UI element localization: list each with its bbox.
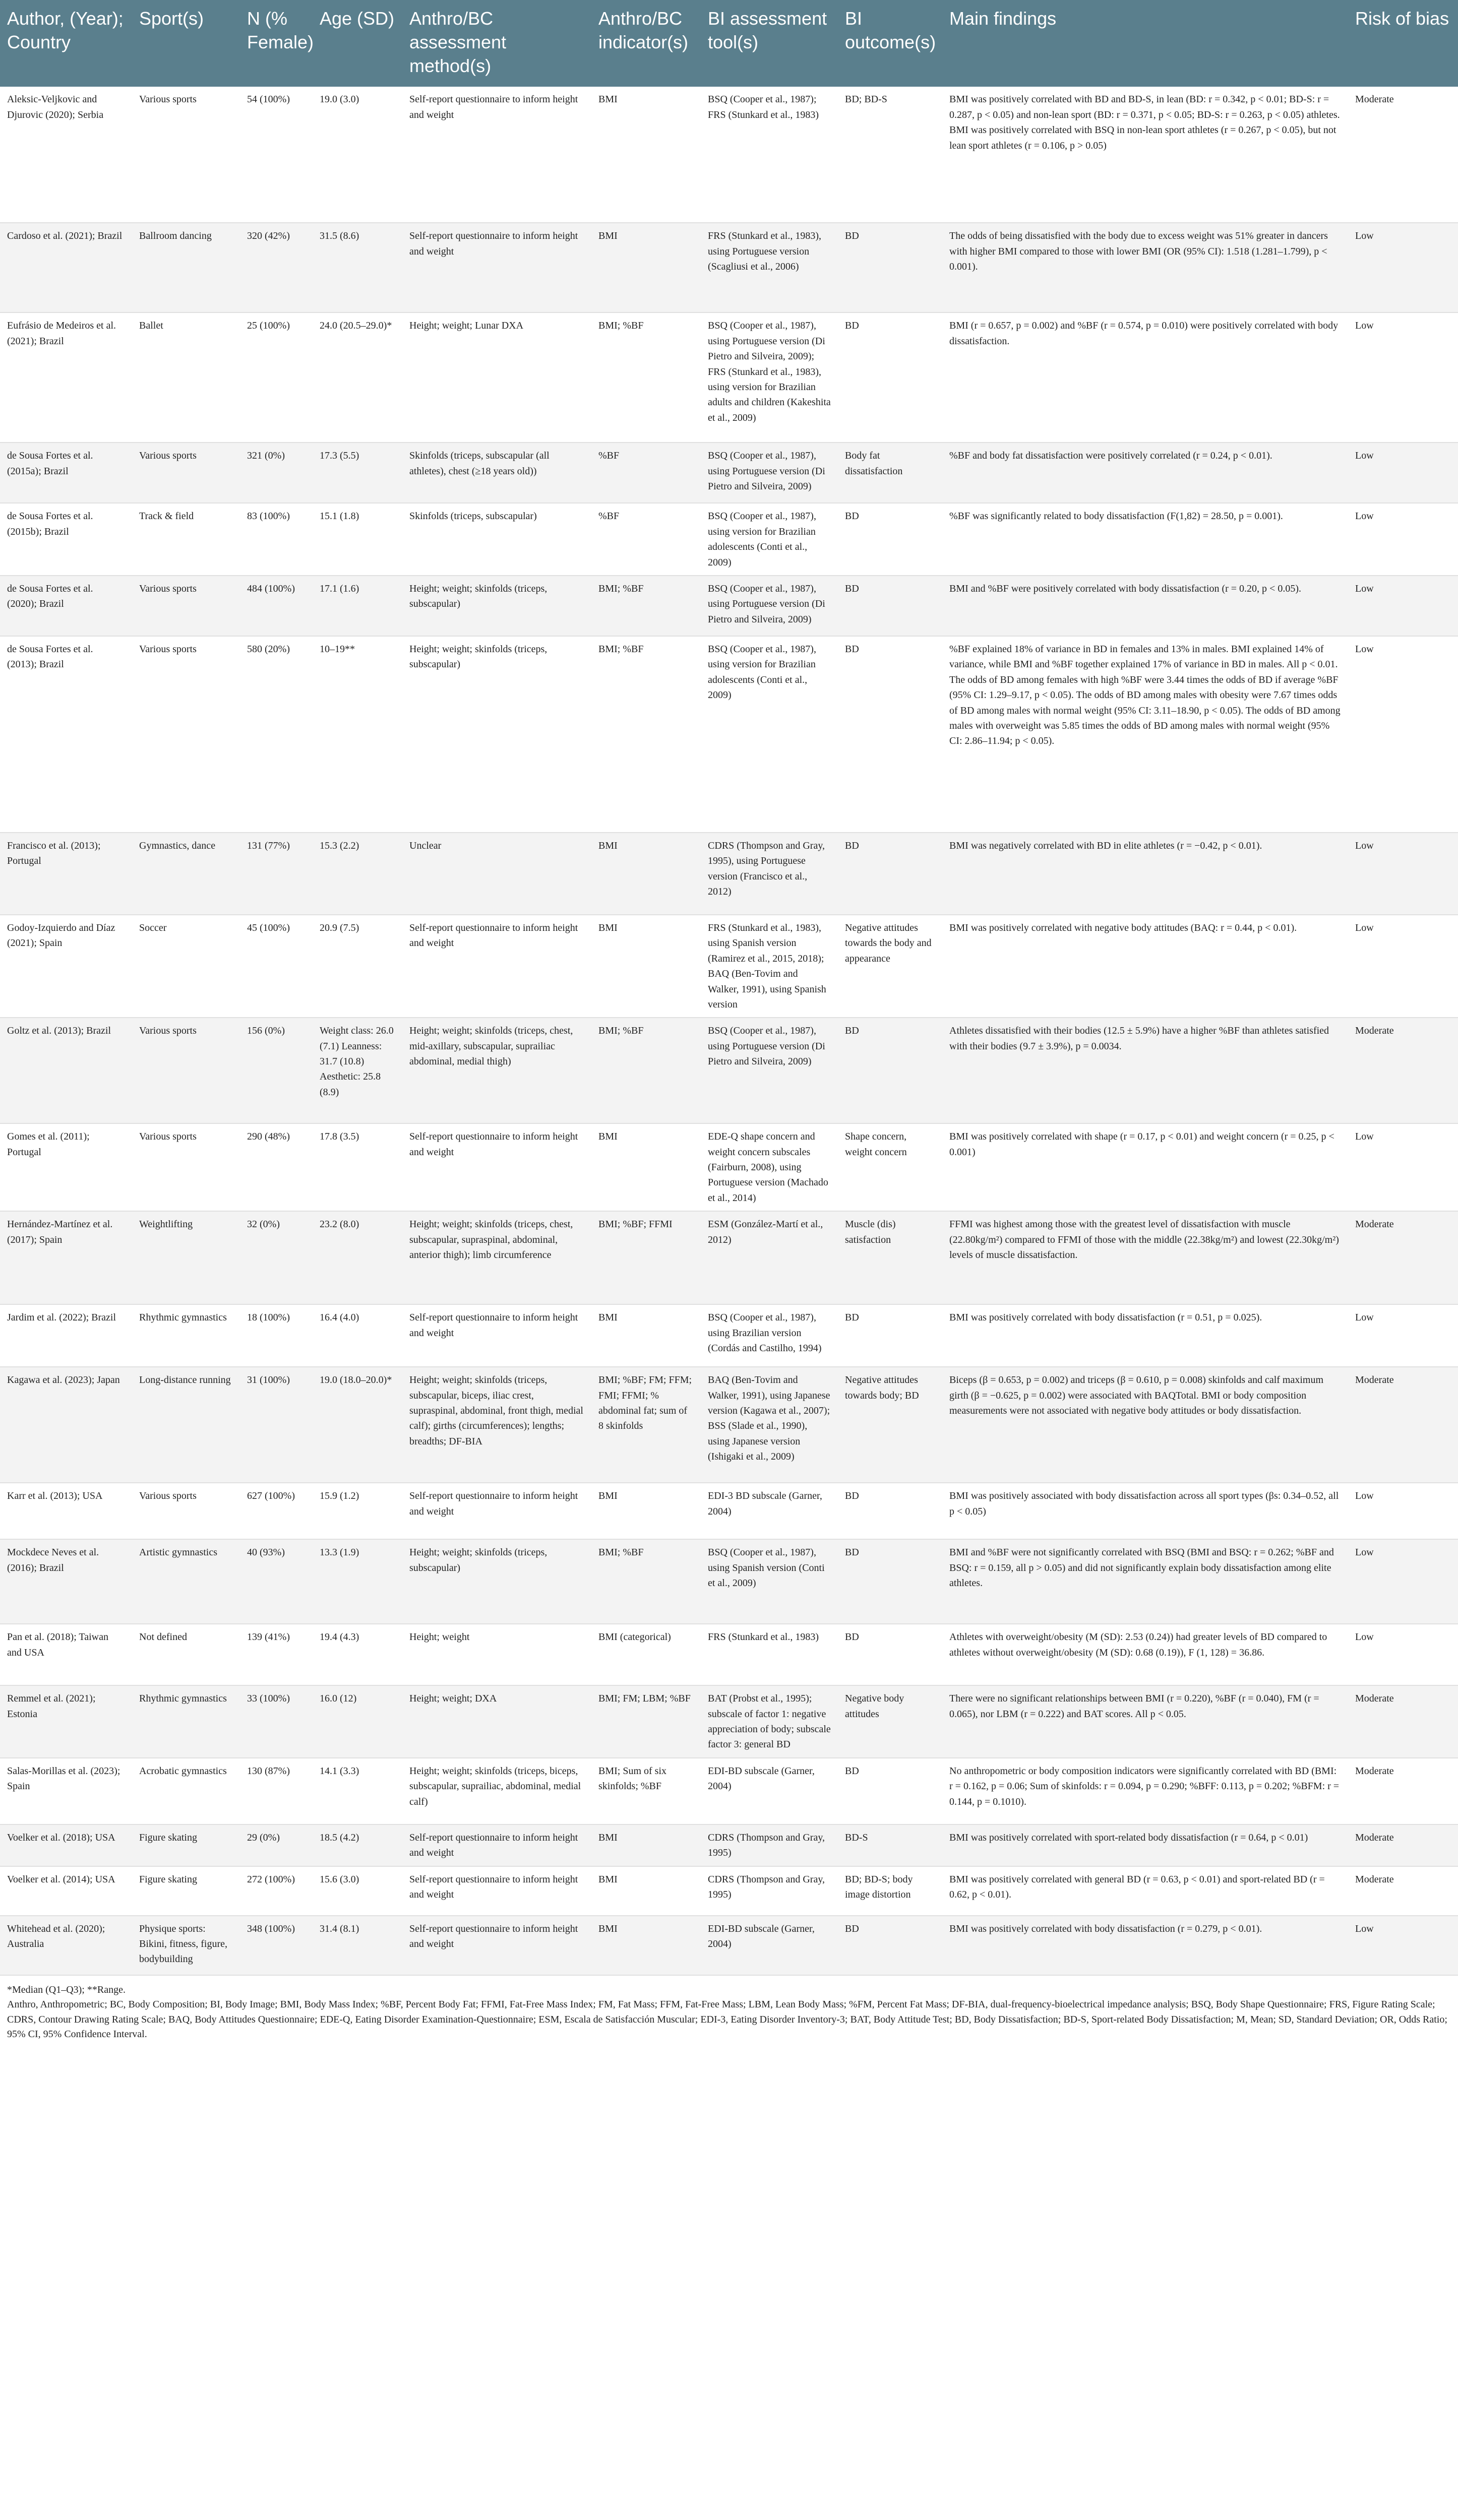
cell-author: de Sousa Fortes et al. (2015a); Brazil [0, 443, 132, 503]
cell-outcome: Negative body attitudes [838, 1685, 942, 1758]
footnote-abbreviations: Anthro, Anthropometric; BC, Body Composition; BI, Body Image; BMI, Body Mass Index; %BF, Percent Body Fat; FFMI, Fat-Free Mass Index; FM, Fat Mass; FFM, Fat-Free Mass; LBM, Lean Body Mass; %FM, Percent Fat Mass; DF-BIA, dual-frequency-bioelectrical impedance analysis; BSQ, Body Shape Questionnaire; FRS, Figure Rating Scale; CDRS, Contour Drawing Rating Scale; BAQ, Body Attitudes Questionnaire; EDE-Q, Eating Disorder Examination-Questionnaire; ESM, Escala de Satisfacción Muscular; EDI-3, Eating Disorder Inventory-3; BAT, Body Attitude Test; BD, Body Dissatisfaction; BD-S, Sport-related Body Dissatisfaction; M, Mean; SD, Standard Deviation; OR, Odds Ratio; 95% CI, 95% Confidence Interval. [7, 1999, 1447, 2040]
footnote-median: *Median (Q1–Q3); **Range. [7, 1984, 126, 1995]
cell-findings: BMI was positively correlated with BD and BD-S, in lean (BD: r = 0.342, p < 0.01; BD-S: r = 0.287, p < 0.05) and non-lean sport (BD: r = 0.371, p < 0.05; BD-S: r = 0.263, p < 0.05) athletes. BMI was positively correlated with BSQ in non-lean sport athletes (r = 0.267, p < 0.05), but not lean sport athletes (r = 0.106, p > 0.05) [942, 87, 1348, 223]
cell-tool: BSQ (Cooper et al., 1987), using Portuguese version (Di Pietro and Silveira, 2009) [701, 443, 838, 503]
cell-outcome: BD [838, 1304, 942, 1367]
cell-n: 18 (100%) [240, 1304, 313, 1367]
cell-tool: BSQ (Cooper et al., 1987), using version for Brazilian adolescents (Conti et al., 2009) [701, 503, 838, 576]
cell-age: 16.4 (4.0) [313, 1304, 402, 1367]
cell-method: Self-report questionnaire to inform height and weight [402, 1824, 591, 1866]
cell-outcome: BD [838, 312, 942, 443]
cell-risk: Low [1348, 503, 1458, 576]
cell-age: 17.1 (1.6) [313, 576, 402, 636]
cell-indicator: BMI; Sum of six skinfolds; %BF [591, 1758, 701, 1824]
cell-tool: BSQ (Cooper et al., 1987), using version for Brazilian adolescents (Conti et al., 2009) [701, 636, 838, 833]
cell-tool: FRS (Stunkard et al., 1983), using Portuguese version (Scagliusi et al., 2006) [701, 223, 838, 312]
cell-author: Salas-Morillas et al. (2023); Spain [0, 1758, 132, 1824]
cell-risk: Low [1348, 1539, 1458, 1624]
cell-n: 320 (42%) [240, 223, 313, 312]
header-findings: Main findings [942, 0, 1348, 87]
cell-author: Cardoso et al. (2021); Brazil [0, 223, 132, 312]
cell-sport: Soccer [132, 915, 240, 1018]
cell-method: Height; weight; Lunar DXA [402, 312, 591, 443]
cell-sport: Various sports [132, 576, 240, 636]
cell-sport: Not defined [132, 1624, 240, 1685]
cell-risk: Low [1348, 1483, 1458, 1539]
cell-method: Height; weight; DXA [402, 1685, 591, 1758]
cell-n: 321 (0%) [240, 443, 313, 503]
cell-method: Height; weight; skinfolds (triceps, subscapular) [402, 576, 591, 636]
table-header [0, 0, 1458, 87]
cell-age: 15.3 (2.2) [313, 833, 402, 915]
cell-risk: Moderate [1348, 1685, 1458, 1758]
cell-author: de Sousa Fortes et al. (2020); Brazil [0, 576, 132, 636]
cell-author: Voelker et al. (2014); USA [0, 1866, 132, 1916]
table-row [0, 576, 1458, 636]
cell-findings: The odds of being dissatisfied with the body due to excess weight was 51% greater in dancers with higher BMI compared to those with lower BMI (OR (95% CI): 1.518 (1.281–1.799), p < 0.001). [942, 223, 1348, 312]
cell-tool: CDRS (Thompson and Gray, 1995) [701, 1824, 838, 1866]
header-outcome: BI outcome(s) [838, 0, 942, 87]
table-footnotes [0, 1976, 1458, 2049]
cell-findings: Biceps (β = 0.653, p = 0.002) and triceps (β = 0.610, p = 0.008) skinfolds and calf maximum girth (β = −0.625, p = 0.002) were associated with BAQTotal. BMI or body composition measurements were not associated with negative body attitudes or body dissatisfaction. [942, 1367, 1348, 1483]
cell-indicator: BMI [591, 915, 701, 1018]
table-row [0, 443, 1458, 503]
cell-author: Francisco et al. (2013); Portugal [0, 833, 132, 915]
cell-findings: BMI was positively correlated with body dissatisfaction (r = 0.51, p = 0.025). [942, 1304, 1348, 1367]
cell-age: 24.0 (20.5–29.0)* [313, 312, 402, 443]
cell-sport: Various sports [132, 1018, 240, 1123]
cell-n: 627 (100%) [240, 1483, 313, 1539]
cell-indicator: BMI [591, 87, 701, 223]
table-row [0, 312, 1458, 443]
table-row [0, 1483, 1458, 1539]
cell-n: 580 (20%) [240, 636, 313, 833]
cell-age: 18.5 (4.2) [313, 1824, 402, 1866]
cell-risk: Moderate [1348, 1824, 1458, 1866]
table-row [0, 1539, 1458, 1624]
cell-tool: BSQ (Cooper et al., 1987), using Portuguese version (Di Pietro and Silveira, 2009) [701, 576, 838, 636]
cell-findings: BMI was positively correlated with body dissatisfaction (r = 0.279, p < 0.01). [942, 1916, 1348, 1975]
cell-outcome: BD [838, 1483, 942, 1539]
cell-outcome: BD [838, 1916, 942, 1975]
cell-sport: Rhythmic gymnastics [132, 1685, 240, 1758]
cell-n: 83 (100%) [240, 503, 313, 576]
cell-findings: BMI and %BF were positively correlated with body dissatisfaction (r = 0.20, p < 0.05). [942, 576, 1348, 636]
cell-method: Height; weight; skinfolds (triceps, chest, subscapular, supraspinal, abdominal, anterior thigh); limb circumference [402, 1211, 591, 1304]
cell-findings: BMI and %BF were not significantly correlated with BSQ (BMI and BSQ: r = 0.262; %BF and BSQ: r = 0.159, all p > 0.05) and did not significantly explain body dissatisfaction among elite athletes. [942, 1539, 1348, 1624]
cell-findings: BMI was positively correlated with negative body attitudes (BAQ: r = 0.44, p < 0.01). [942, 915, 1348, 1018]
cell-tool: BSQ (Cooper et al., 1987), using Portuguese version (Di Pietro and Silveira, 2009); FRS (Stunkard et al., 1983), using version for Brazilian adults and children (Kakeshita et al., 2009) [701, 312, 838, 443]
cell-sport: Acrobatic gymnastics [132, 1758, 240, 1824]
cell-sport: Various sports [132, 636, 240, 833]
cell-risk: Low [1348, 915, 1458, 1018]
cell-indicator: BMI; %BF [591, 1018, 701, 1123]
cell-risk: Low [1348, 636, 1458, 833]
cell-outcome: BD [838, 1758, 942, 1824]
cell-author: Karr et al. (2013); USA [0, 1483, 132, 1539]
header-author: Author, (Year); Country [0, 0, 132, 87]
cell-findings: %BF explained 18% of variance in BD in females and 13% in males. BMI explained 14% of variance, while BMI and %BF together explained 17% of variance in BD in males. All p < 0.01. The odds of BD among females with high %BF were 3.44 times the odds of BD if average %BF (95% CI: 1.29–9.17, p < 0.05). The odds of BD among males with obesity were 7.67 times odds of BD among males with normal weight (95% CI: 3.11–18.90, p < 0.05). The odds of BD among males with overweight was 5.85 times the odds of BD among males with normal weight (95% CI: 2.86–11.94; p < 0.05). [942, 636, 1348, 833]
table-row [0, 223, 1458, 312]
cell-age: 16.0 (12) [313, 1685, 402, 1758]
cell-method: Height; weight [402, 1624, 591, 1685]
cell-method: Height; weight; skinfolds (triceps, subscapular) [402, 636, 591, 833]
cell-findings: %BF was significantly related to body dissatisfaction (F(1,82) = 28.50, p = 0.001). [942, 503, 1348, 576]
cell-indicator: BMI (categorical) [591, 1624, 701, 1685]
cell-sport: Figure skating [132, 1824, 240, 1866]
table-row [0, 1018, 1458, 1123]
cell-n: 45 (100%) [240, 915, 313, 1018]
cell-outcome: Body fat dissatisfaction [838, 443, 942, 503]
cell-n: 272 (100%) [240, 1866, 313, 1916]
cell-method: Skinfolds (triceps, subscapular) [402, 503, 591, 576]
cell-age: 23.2 (8.0) [313, 1211, 402, 1304]
cell-n: 484 (100%) [240, 576, 313, 636]
cell-tool: EDI-3 BD subscale (Garner, 2004) [701, 1483, 838, 1539]
cell-indicator: BMI [591, 1916, 701, 1975]
cell-n: 32 (0%) [240, 1211, 313, 1304]
cell-indicator: BMI [591, 1483, 701, 1539]
cell-sport: Various sports [132, 443, 240, 503]
cell-sport: Figure skating [132, 1866, 240, 1916]
cell-findings: BMI was positively correlated with sport-related body dissatisfaction (r = 0.64, p < 0.01) [942, 1824, 1348, 1866]
cell-outcome: BD [838, 1018, 942, 1123]
table-row [0, 1367, 1458, 1483]
cell-risk: Moderate [1348, 1866, 1458, 1916]
cell-tool: BSQ (Cooper et al., 1987), using Brazilian version (Cordás and Castilho, 1994) [701, 1304, 838, 1367]
cell-outcome: Negative attitudes towards the body and appearance [838, 915, 942, 1018]
header-n: N (% Female) [240, 0, 313, 87]
cell-author: de Sousa Fortes et al. (2013); Brazil [0, 636, 132, 833]
cell-n: 130 (87%) [240, 1758, 313, 1824]
cell-indicator: BMI; %BF [591, 576, 701, 636]
cell-risk: Low [1348, 1624, 1458, 1685]
cell-tool: EDI-BD subscale (Garner, 2004) [701, 1758, 838, 1824]
cell-findings: No anthropometric or body composition indicators were significantly correlated with BD (BMI: r = 0.162, p = 0.06; Sum of skinfolds: r = 0.094, p = 0.290; %BFF: 0.113, p = 0.202; %BFM: r = 0.144, p = 0.1010). [942, 1758, 1348, 1824]
cell-age: 10–19** [313, 636, 402, 833]
cell-indicator: BMI [591, 833, 701, 915]
cell-method: Self-report questionnaire to inform height and weight [402, 1304, 591, 1367]
cell-age: 20.9 (7.5) [313, 915, 402, 1018]
cell-n: 40 (93%) [240, 1539, 313, 1624]
cell-tool: BSQ (Cooper et al., 1987); FRS (Stunkard et al., 1983) [701, 87, 838, 223]
cell-author: Mockdece Neves et al. (2016); Brazil [0, 1539, 132, 1624]
cell-method: Self-report questionnaire to inform height and weight [402, 87, 591, 223]
cell-risk: Low [1348, 1304, 1458, 1367]
cell-sport: Various sports [132, 1483, 240, 1539]
cell-age: 19.0 (3.0) [313, 87, 402, 223]
cell-indicator: BMI [591, 223, 701, 312]
cell-method: Height; weight; skinfolds (triceps, subscapular, biceps, iliac crest, supraspinal, abdominal, front thigh, medial calf); girths (circumferences); lengths; breadths; DF-BIA [402, 1367, 591, 1483]
cell-risk: Moderate [1348, 1367, 1458, 1483]
cell-outcome: BD [838, 636, 942, 833]
cell-risk: Low [1348, 1123, 1458, 1211]
cell-risk: Moderate [1348, 1758, 1458, 1824]
table-row [0, 1916, 1458, 1975]
cell-age: 17.3 (5.5) [313, 443, 402, 503]
cell-tool: BSQ (Cooper et al., 1987), using Spanish version (Conti et al., 2009) [701, 1539, 838, 1624]
cell-findings: There were no significant relationships between BMI (r = 0.220), %BF (r = 0.040), FM (r = 0.065), nor LBM (r = 0.222) and BAT scores. All p < 0.05. [942, 1685, 1348, 1758]
cell-n: 156 (0%) [240, 1018, 313, 1123]
cell-indicator: BMI [591, 1123, 701, 1211]
cell-author: Goltz et al. (2013); Brazil [0, 1018, 132, 1123]
table-row [0, 1685, 1458, 1758]
table-row [0, 833, 1458, 915]
cell-age: 17.8 (3.5) [313, 1123, 402, 1211]
cell-outcome: BD-S [838, 1824, 942, 1866]
cell-risk: Low [1348, 1916, 1458, 1975]
cell-author: Kagawa et al. (2023); Japan [0, 1367, 132, 1483]
table-row [0, 503, 1458, 576]
cell-method: Unclear [402, 833, 591, 915]
cell-sport: Artistic gymnastics [132, 1539, 240, 1624]
table-row [0, 1624, 1458, 1685]
cell-method: Self-report questionnaire to inform height and weight [402, 1123, 591, 1211]
cell-tool: CDRS (Thompson and Gray, 1995), using Portuguese version (Francisco et al., 2012) [701, 833, 838, 915]
cell-indicator: %BF [591, 503, 701, 576]
cell-sport: Physique sports: Bikini, fitness, figure, bodybuilding [132, 1916, 240, 1975]
cell-method: Self-report questionnaire to inform height and weight [402, 223, 591, 312]
cell-sport: Track & field [132, 503, 240, 576]
cell-tool: CDRS (Thompson and Gray, 1995) [701, 1866, 838, 1916]
header-method: Anthro/BC assessment method(s) [402, 0, 591, 87]
cell-age: 31.5 (8.6) [313, 223, 402, 312]
cell-findings: FFMI was highest among those with the greatest level of dissatisfaction with muscle (22.80kg/m²) compared to FFMI of those with the middle (22.38kg/m²) and lowest (22.30kg/m²) levels of muscle dissatisfaction. [942, 1211, 1348, 1304]
cell-findings: BMI was negatively correlated with BD in elite athletes (r = −0.42, p < 0.01). [942, 833, 1348, 915]
cell-n: 348 (100%) [240, 1916, 313, 1975]
cell-findings: BMI was positively correlated with general BD (r = 0.63, p < 0.01) and sport-related BD (r = 0.62, p < 0.01). [942, 1866, 1348, 1916]
cell-outcome: BD; BD-S; body image distortion [838, 1866, 942, 1916]
cell-outcome: BD [838, 576, 942, 636]
cell-risk: Moderate [1348, 1018, 1458, 1123]
cell-author: Godoy-Izquierdo and Díaz (2021); Spain [0, 915, 132, 1018]
cell-n: 25 (100%) [240, 312, 313, 443]
cell-indicator: BMI [591, 1866, 701, 1916]
header-risk: Risk of bias [1348, 0, 1458, 87]
cell-risk: Moderate [1348, 87, 1458, 223]
header-indicator: Anthro/BC indicator(s) [591, 0, 701, 87]
cell-method: Skinfolds (triceps, subscapular (all athletes), chest (≥18 years old)) [402, 443, 591, 503]
cell-method: Height; weight; skinfolds (triceps, biceps, subscapular, suprailiac, abdominal, medial calf) [402, 1758, 591, 1824]
cell-n: 33 (100%) [240, 1685, 313, 1758]
cell-n: 29 (0%) [240, 1824, 313, 1866]
cell-age: 15.9 (1.2) [313, 1483, 402, 1539]
cell-findings: BMI was positively associated with body dissatisfaction across all sport types (βs: 0.34–0.52, all p < 0.05) [942, 1483, 1348, 1539]
cell-n: 31 (100%) [240, 1367, 313, 1483]
cell-author: Voelker et al. (2018); USA [0, 1824, 132, 1866]
cell-tool: BAQ (Ben-Tovim and Walker, 1991), using Japanese version (Kagawa et al., 2007); BSS (Slade et al., 1990), using Japanese version (Ishigaki et al., 2009) [701, 1367, 838, 1483]
cell-method: Self-report questionnaire to inform height and weight [402, 1866, 591, 1916]
cell-author: Pan et al. (2018); Taiwan and USA [0, 1624, 132, 1685]
cell-outcome: Negative attitudes towards body; BD [838, 1367, 942, 1483]
cell-findings: Athletes with overweight/obesity (M (SD): 2.53 (0.24)) had greater levels of BD compared to athletes without overweight/obesity (M (SD): 0.68 (0.19)), F (1, 128) = 36.86. [942, 1624, 1348, 1685]
cell-tool: EDE-Q shape concern and weight concern subscales (Fairburn, 2008), using Portuguese version (Machado et al., 2014) [701, 1123, 838, 1211]
header-row [0, 0, 1458, 87]
cell-method: Self-report questionnaire to inform height and weight [402, 1483, 591, 1539]
cell-risk: Low [1348, 312, 1458, 443]
cell-outcome: BD [838, 833, 942, 915]
header-age: Age (SD) [313, 0, 402, 87]
cell-sport: Gymnastics, dance [132, 833, 240, 915]
cell-author: Aleksic-Veljkovic and Djurovic (2020); Serbia [0, 87, 132, 223]
cell-outcome: BD [838, 1539, 942, 1624]
cell-indicator: BMI [591, 1304, 701, 1367]
cell-method: Self-report questionnaire to inform height and weight [402, 1916, 591, 1975]
cell-age: 31.4 (8.1) [313, 1916, 402, 1975]
cell-tool: FRS (Stunkard et al., 1983), using Spanish version (Ramirez et al., 2015, 2018); BAQ (Ben-Tovim and Walker, 1991), using Spanish version [701, 915, 838, 1018]
table-row [0, 1304, 1458, 1367]
cell-author: Hernández-Martínez et al. (2017); Spain [0, 1211, 132, 1304]
cell-sport: Long-distance running [132, 1367, 240, 1483]
table-row [0, 636, 1458, 833]
cell-age: 13.3 (1.9) [313, 1539, 402, 1624]
cell-outcome: Shape concern, weight concern [838, 1123, 942, 1211]
cell-indicator: BMI [591, 1824, 701, 1866]
cell-sport: Various sports [132, 1123, 240, 1211]
cell-outcome: BD; BD-S [838, 87, 942, 223]
cell-risk: Low [1348, 576, 1458, 636]
cell-findings: Athletes dissatisfied with their bodies (12.5 ± 5.9%) have a higher %BF than athletes satisfied with their bodies (9.7 ± 3.9%), p = 0.0034. [942, 1018, 1348, 1123]
cell-risk: Low [1348, 223, 1458, 312]
table-row [0, 915, 1458, 1018]
cell-author: Jardim et al. (2022); Brazil [0, 1304, 132, 1367]
cell-age: 15.1 (1.8) [313, 503, 402, 576]
cell-findings: BMI (r = 0.657, p = 0.002) and %BF (r = 0.574, p = 0.010) were positively correlated with body dissatisfaction. [942, 312, 1348, 443]
cell-indicator: BMI; %BF [591, 636, 701, 833]
cell-tool: ESM (González-Martí et al., 2012) [701, 1211, 838, 1304]
cell-n: 290 (48%) [240, 1123, 313, 1211]
cell-indicator: BMI; %BF [591, 1539, 701, 1624]
cell-tool: FRS (Stunkard et al., 1983) [701, 1624, 838, 1685]
cell-author: de Sousa Fortes et al. (2015b); Brazil [0, 503, 132, 576]
header-tool: BI assessment tool(s) [701, 0, 838, 87]
cell-sport: Weightlifting [132, 1211, 240, 1304]
cell-author: Whitehead et al. (2020); Australia [0, 1916, 132, 1975]
table-body [0, 87, 1458, 1975]
cell-outcome: BD [838, 1624, 942, 1685]
table-row [0, 1211, 1458, 1304]
cell-age: 15.6 (3.0) [313, 1866, 402, 1916]
cell-age: Weight class: 26.0 (7.1) Leanness: 31.7 (10.8) Aesthetic: 25.8 (8.9) [313, 1018, 402, 1123]
cell-sport: Ballroom dancing [132, 223, 240, 312]
cell-author: Eufrásio de Medeiros et al. (2021); Brazil [0, 312, 132, 443]
cell-findings: %BF and body fat dissatisfaction were positively correlated (r = 0.24, p < 0.01). [942, 443, 1348, 503]
cell-age: 14.1 (3.3) [313, 1758, 402, 1824]
cell-indicator: %BF [591, 443, 701, 503]
cell-indicator: BMI; FM; LBM; %BF [591, 1685, 701, 1758]
cell-findings: BMI was positively correlated with shape (r = 0.17, p < 0.01) and weight concern (r = 0.25, p < 0.001) [942, 1123, 1348, 1211]
cell-author: Gomes et al. (2011); Portugal [0, 1123, 132, 1211]
table-row [0, 1824, 1458, 1866]
cell-risk: Moderate [1348, 1211, 1458, 1304]
cell-age: 19.4 (4.3) [313, 1624, 402, 1685]
cell-indicator: BMI; %BF [591, 312, 701, 443]
cell-sport: Various sports [132, 87, 240, 223]
table-row [0, 87, 1458, 223]
cell-method: Height; weight; skinfolds (triceps, chest, mid-axillary, subscapular, suprailiac abdominal, medial thigh) [402, 1018, 591, 1123]
header-sport: Sport(s) [132, 0, 240, 87]
cell-author: Remmel et al. (2021); Estonia [0, 1685, 132, 1758]
cell-method: Height; weight; skinfolds (triceps, subscapular) [402, 1539, 591, 1624]
cell-outcome: BD [838, 503, 942, 576]
cell-outcome: Muscle (dis) satisfaction [838, 1211, 942, 1304]
cell-n: 139 (41%) [240, 1624, 313, 1685]
cell-indicator: BMI; %BF; FFMI [591, 1211, 701, 1304]
table-row [0, 1866, 1458, 1916]
table-row [0, 1123, 1458, 1211]
cell-outcome: BD [838, 223, 942, 312]
table-row [0, 1758, 1458, 1824]
cell-risk: Low [1348, 833, 1458, 915]
cell-tool: EDI-BD subscale (Garner, 2004) [701, 1916, 838, 1975]
cell-tool: BSQ (Cooper et al., 1987), using Portuguese version (Di Pietro and Silveira, 2009) [701, 1018, 838, 1123]
cell-age: 19.0 (18.0–20.0)* [313, 1367, 402, 1483]
cell-sport: Ballet [132, 312, 240, 443]
cell-sport: Rhythmic gymnastics [132, 1304, 240, 1367]
cell-method: Self-report questionnaire to inform height and weight [402, 915, 591, 1018]
cell-risk: Low [1348, 443, 1458, 503]
cell-n: 131 (77%) [240, 833, 313, 915]
cell-indicator: BMI; %BF; FM; FFM; FMI; FFMI; % abdominal fat; sum of 8 skinfolds [591, 1367, 701, 1483]
cell-n: 54 (100%) [240, 87, 313, 223]
cell-tool: BAT (Probst et al., 1995); subscale of factor 1: negative appreciation of body; subscale factor 3: general BD [701, 1685, 838, 1758]
